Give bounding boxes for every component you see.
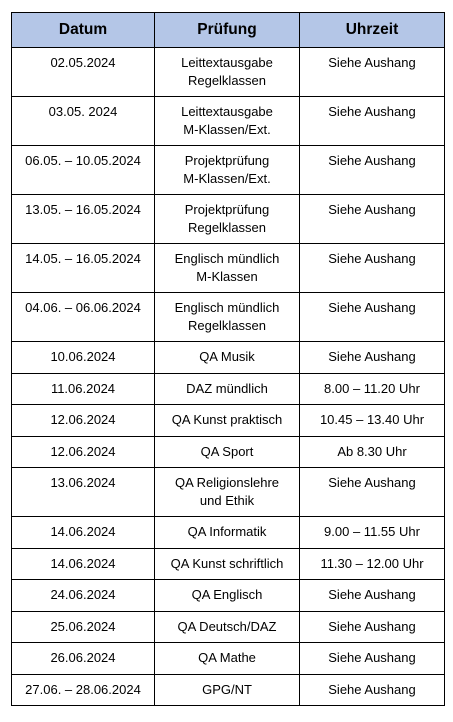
cell-pruefung bbox=[155, 97, 300, 146]
cell-uhrzeit: 8.00 – 11.20 Uhr bbox=[300, 373, 445, 405]
cell-uhrzeit: Siehe Aushang bbox=[300, 293, 445, 342]
cell-pruefung bbox=[155, 48, 300, 97]
cell-datum: 24.06.2024 bbox=[12, 580, 155, 612]
cell-pruefung bbox=[155, 293, 300, 342]
cell-uhrzeit: Siehe Aushang bbox=[300, 468, 445, 517]
cell-datum: 03.05. 2024 bbox=[12, 97, 155, 146]
cell-datum: 11.06.2024 bbox=[12, 373, 155, 405]
pruefung-line: GPG/NT bbox=[202, 681, 252, 697]
cell-datum: 02.05.2024 bbox=[12, 48, 155, 97]
cell-pruefung bbox=[155, 244, 300, 293]
table-row bbox=[12, 548, 445, 580]
cell-uhrzeit: Siehe Aushang bbox=[300, 643, 445, 675]
cell-datum: 06.05. – 10.05.2024 bbox=[12, 146, 155, 195]
exam-schedule-table bbox=[11, 12, 445, 706]
cell-uhrzeit: Siehe Aushang bbox=[300, 674, 445, 706]
table-row bbox=[12, 611, 445, 643]
pruefung-line: Leittextausgabe bbox=[181, 55, 273, 70]
cell-datum: 14.06.2024 bbox=[12, 548, 155, 580]
cell-pruefung bbox=[155, 674, 300, 706]
pruefung-line: DAZ mündlich bbox=[186, 380, 268, 396]
cell-uhrzeit: Siehe Aushang bbox=[300, 580, 445, 612]
table-row bbox=[12, 48, 445, 97]
cell-datum: 14.05. – 16.05.2024 bbox=[12, 244, 155, 293]
pruefung-line: QA Informatik bbox=[187, 524, 267, 539]
pruefung-line: Regelklassen bbox=[187, 73, 267, 88]
pruefung-line: QA Musik bbox=[199, 349, 255, 364]
pruefung-line: QA Mathe bbox=[198, 650, 256, 665]
cell-uhrzeit: Siehe Aushang bbox=[300, 48, 445, 97]
table-row bbox=[12, 373, 445, 405]
cell-pruefung bbox=[155, 373, 300, 405]
cell-uhrzeit: Siehe Aushang bbox=[300, 97, 445, 146]
pruefung-line: M-Klassen bbox=[196, 269, 258, 284]
table-row bbox=[12, 342, 445, 374]
table-row bbox=[12, 643, 445, 675]
cell-pruefung bbox=[155, 611, 300, 643]
cell-datum: 12.06.2024 bbox=[12, 405, 155, 437]
pruefung-line: M-Klassen/Ext. bbox=[183, 171, 271, 186]
header-datum: Datum bbox=[12, 13, 155, 48]
cell-uhrzeit: 9.00 – 11.55 Uhr bbox=[300, 517, 445, 549]
pruefung-line: QA Sport bbox=[200, 443, 254, 459]
table-row bbox=[12, 97, 445, 146]
cell-datum: 12.06.2024 bbox=[12, 436, 155, 468]
table-row bbox=[12, 405, 445, 437]
table-row bbox=[12, 674, 445, 706]
cell-pruefung bbox=[155, 405, 300, 437]
cell-datum: 25.06.2024 bbox=[12, 611, 155, 643]
pruefung-line: QA Deutsch/DAZ bbox=[177, 618, 277, 634]
cell-uhrzeit: Ab 8.30 Uhr bbox=[300, 436, 445, 468]
pruefung-line: Englisch mündlich bbox=[174, 251, 280, 266]
pruefung-line: QA Englisch bbox=[191, 587, 263, 602]
table-row bbox=[12, 580, 445, 612]
cell-uhrzeit: Siehe Aushang bbox=[300, 342, 445, 374]
cell-pruefung bbox=[155, 436, 300, 468]
pruefung-line: M-Klassen/Ext. bbox=[183, 122, 271, 137]
table-row bbox=[12, 244, 445, 293]
cell-pruefung bbox=[155, 342, 300, 374]
table-row bbox=[12, 517, 445, 549]
pruefung-line: QA Kunst praktisch bbox=[171, 412, 283, 427]
cell-datum: 10.06.2024 bbox=[12, 342, 155, 374]
cell-datum: 04.06. – 06.06.2024 bbox=[12, 293, 155, 342]
cell-pruefung bbox=[155, 548, 300, 580]
cell-datum: 13.06.2024 bbox=[12, 468, 155, 517]
header-uhrzeit: Uhrzeit bbox=[300, 13, 445, 48]
pruefung-line: Leittextausgabe bbox=[181, 104, 273, 119]
cell-pruefung bbox=[155, 643, 300, 675]
cell-pruefung bbox=[155, 580, 300, 612]
header-pruefung: Prüfung bbox=[155, 13, 300, 48]
cell-uhrzeit: Siehe Aushang bbox=[300, 611, 445, 643]
cell-uhrzeit: 10.45 – 13.40 Uhr bbox=[300, 405, 445, 437]
table-row bbox=[12, 468, 445, 517]
cell-datum: 14.06.2024 bbox=[12, 517, 155, 549]
pruefung-line: Projektprüfung bbox=[184, 202, 270, 217]
table-row bbox=[12, 195, 445, 244]
cell-datum: 26.06.2024 bbox=[12, 643, 155, 675]
cell-pruefung bbox=[155, 195, 300, 244]
pruefung-line: Projektprüfung bbox=[184, 153, 270, 168]
cell-uhrzeit: Siehe Aushang bbox=[300, 195, 445, 244]
cell-datum: 13.05. – 16.05.2024 bbox=[12, 195, 155, 244]
pruefung-line: und Ethik bbox=[199, 493, 255, 508]
cell-uhrzeit: Siehe Aushang bbox=[300, 244, 445, 293]
pruefung-line: Regelklassen bbox=[187, 220, 267, 235]
table-row bbox=[12, 293, 445, 342]
table-body bbox=[12, 48, 445, 706]
cell-datum: 27.06. – 28.06.2024 bbox=[12, 674, 155, 706]
table-header-row bbox=[12, 13, 445, 48]
cell-pruefung bbox=[155, 517, 300, 549]
pruefung-line: Regelklassen bbox=[187, 318, 267, 333]
cell-pruefung bbox=[155, 468, 300, 517]
pruefung-line: QA Religionslehre bbox=[174, 475, 280, 490]
table-row bbox=[12, 146, 445, 195]
pruefung-line: Englisch mündlich bbox=[174, 300, 280, 315]
cell-pruefung bbox=[155, 146, 300, 195]
table-row bbox=[12, 436, 445, 468]
cell-uhrzeit: Siehe Aushang bbox=[300, 146, 445, 195]
cell-uhrzeit: 11.30 – 12.00 Uhr bbox=[300, 548, 445, 580]
pruefung-line: QA Kunst schriftlich bbox=[170, 555, 284, 571]
